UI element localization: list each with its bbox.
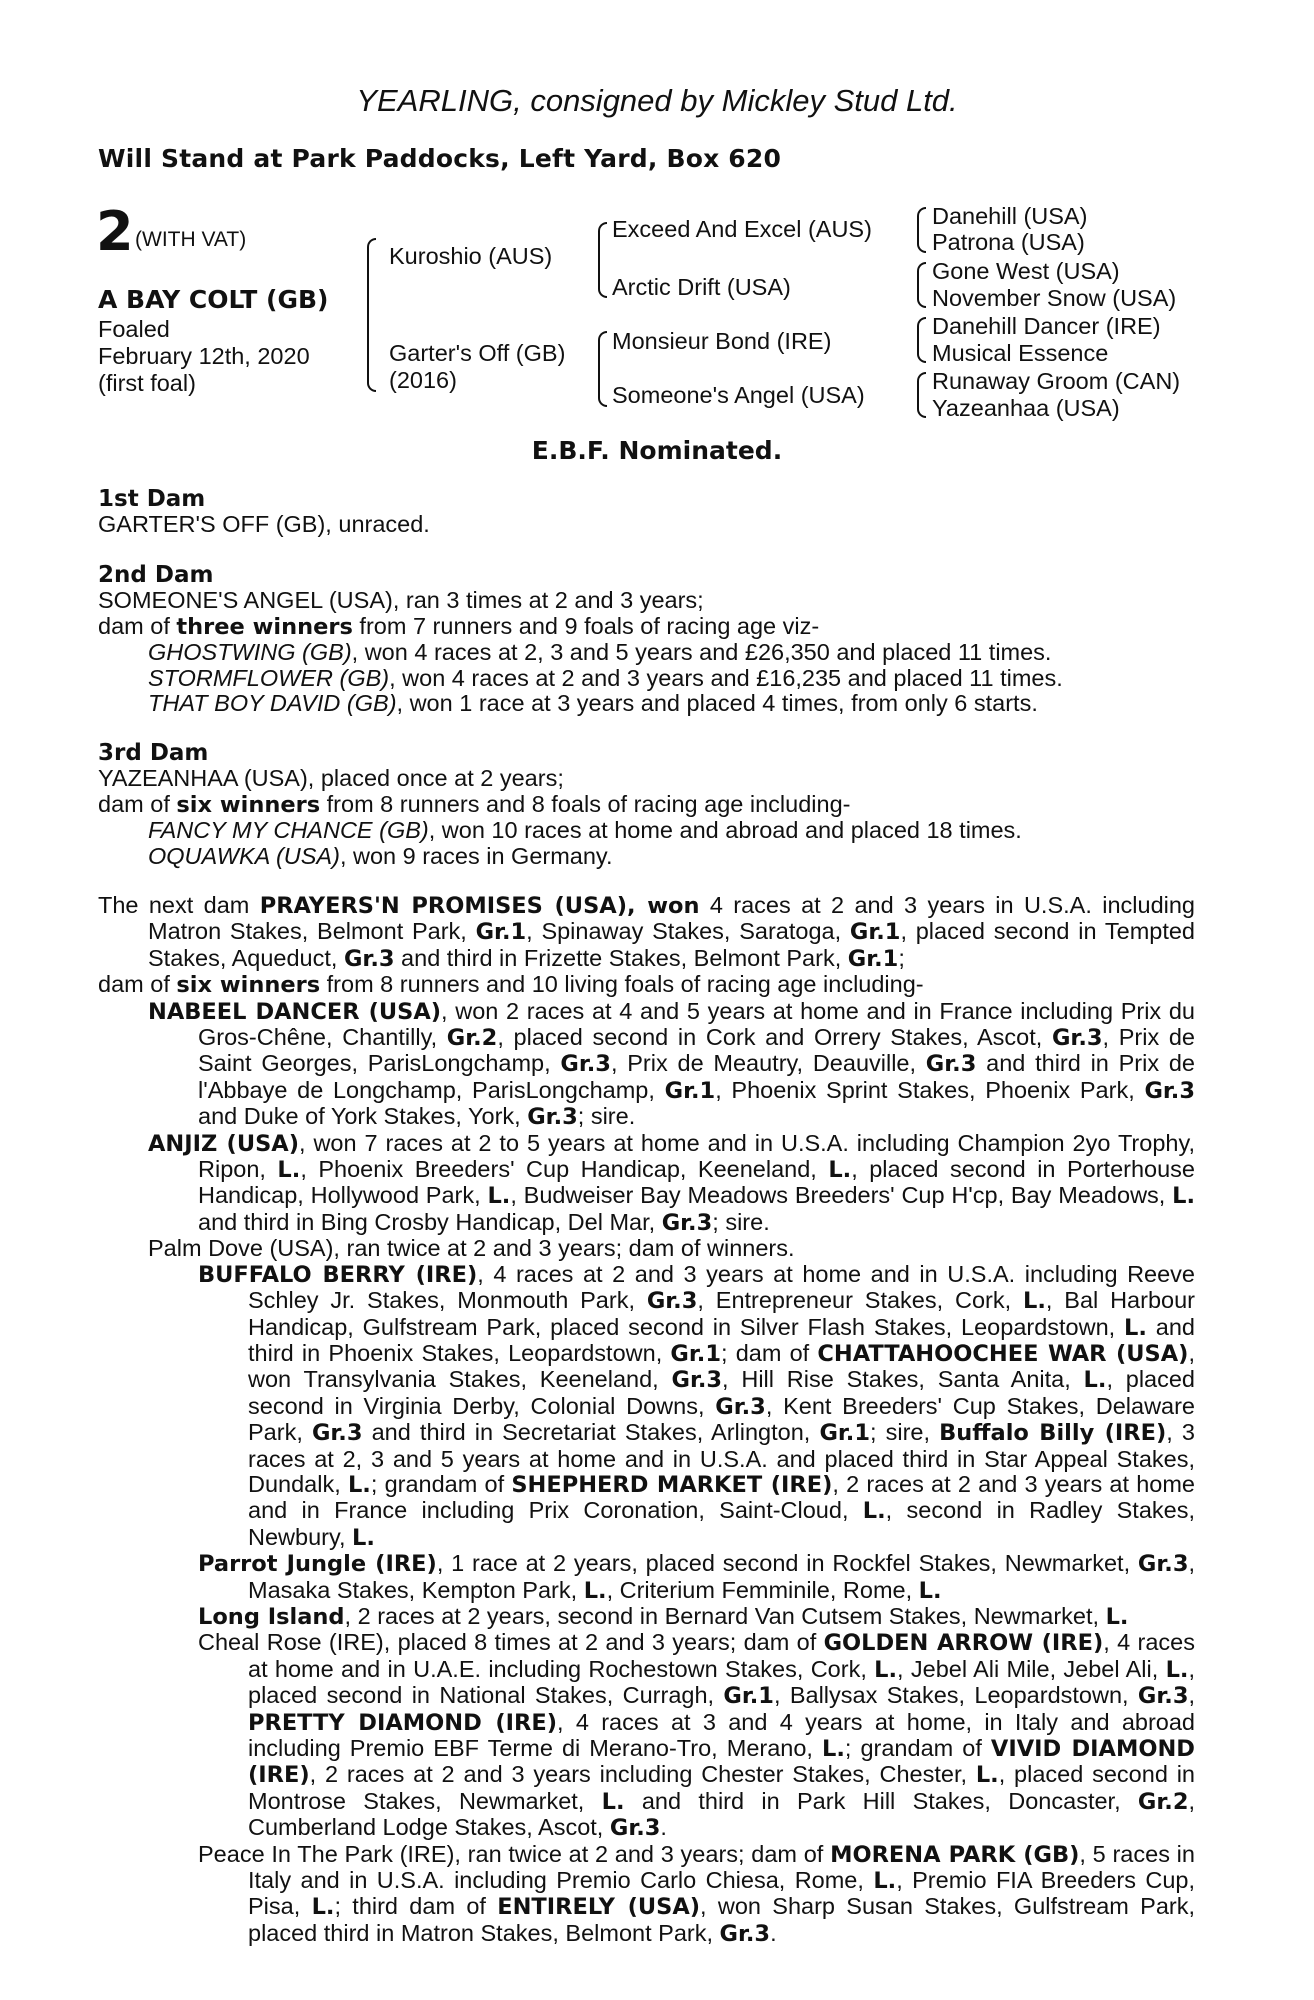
text-part: Peace In The Park (IRE), ran twice at 2 and 3 years; dam of: [198, 1840, 831, 1867]
progeny-line: [98, 844, 1198, 869]
text-part: , won: [626, 893, 700, 919]
text-part: , 3 races at 2, 3 and 5 years at home and in U.S.A. and placed third in Star Appeal Stakes, Dundalk,: [248, 1419, 1195, 1497]
grade-label: Gr.2: [1137, 1788, 1189, 1815]
text-part: The next dam: [98, 892, 260, 918]
grade-label: Gr.3: [1144, 1077, 1195, 1104]
progeny-name: GHOSTWING (GB): [148, 639, 352, 666]
text-part: , Kent Breeders' Cup Stakes, Delaware Park,: [248, 1392, 1196, 1446]
text-part: ; sire,: [870, 1419, 940, 1446]
text-part: , won Sharp Susan Stakes, Gulfstream Park, placed third in Matron Stakes, Belmont Park,: [248, 1893, 1195, 1946]
horse-name: NABEEL DANCER (USA): [148, 998, 442, 1025]
horse-description: A BAY COLT (GB): [98, 285, 329, 314]
pedigree-g3-5: Danehill Dancer (IRE): [932, 313, 1161, 339]
third-dam-section: [98, 741, 1198, 869]
progeny-record: , won 4 races at 2 and 3 years and £16,235 and placed 11 times.: [389, 664, 1063, 691]
pedigree-dam-year: (2016): [389, 367, 457, 393]
grade-label: L.: [1165, 1656, 1189, 1683]
grade-label: L.: [277, 1157, 301, 1184]
progeny-record: , won 4 races at 2, 3 and 5 years and £26,350 and placed 11 times.: [351, 639, 1052, 666]
anjiz-entry: [98, 1131, 1195, 1237]
third-dam-heading: 3rd Dam: [98, 740, 209, 766]
text-part: and third in Prix de l'Abbaye de Longchamp, ParisLongchamp,: [198, 1050, 1195, 1103]
text-part: , second in Radley Stakes, Newbury,: [248, 1497, 1195, 1550]
text-part: , Spinaway Stakes, Saratoga,: [526, 918, 850, 945]
pedigree-g3-4: November Snow (USA): [932, 285, 1177, 311]
second-dam-section: [98, 563, 1198, 716]
foaled-date: February 12th, 2020: [98, 343, 310, 369]
horse-name: MORENA PARK (GB): [830, 1841, 1080, 1868]
grade-label: Gr.2: [446, 1025, 498, 1052]
next-dam-section: [98, 893, 1195, 1947]
horse-name: GOLDEN ARROW (IRE): [823, 1630, 1104, 1657]
text-part: and third in Park Hill Stakes, Doncaster,: [624, 1787, 1138, 1814]
text-part: , 5 races in Italy and in U.S.A. including Premio Carlo Chiesa, Rome,: [248, 1840, 1195, 1894]
text-part: from 8 runners and 8 foals of racing age including-: [320, 790, 851, 817]
horse-name: SHEPHERD MARKET (IRE): [511, 1471, 833, 1498]
ebf-nominated: E.B.F. Nominated.: [531, 436, 783, 465]
grade-label: L.: [1105, 1603, 1129, 1630]
peace-in-the-park-entry: [98, 1842, 1195, 1948]
grade-label: Gr.3: [560, 1051, 611, 1078]
text-part: and third in Phoenix Stakes, Leopardstown,: [248, 1313, 1195, 1366]
palm-dove-entry: Palm Dove (USA), ran twice at 2 and 3 years; dam of winners.: [148, 1235, 795, 1262]
text-part: , Entrepreneur Stakes, Cork,: [697, 1287, 1023, 1314]
horse-name: Long Island: [198, 1603, 345, 1630]
second-dam-heading: 2nd Dam: [98, 562, 214, 588]
text-part: dam of: [98, 612, 177, 639]
progeny-line: [98, 640, 1198, 665]
text-part: dam of: [98, 971, 177, 998]
text-part: and Duke of York Stakes, York,: [198, 1103, 528, 1130]
text-part: , Criterium Femminile, Rome,: [606, 1576, 919, 1603]
grade-label: L.: [1172, 1183, 1196, 1210]
foal-note: (first foal): [98, 370, 196, 396]
third-dam-line1: YAZEANHAA (USA), placed once at 2 years;: [98, 765, 564, 792]
pedigree-dam-dam: Someone's Angel (USA): [612, 382, 865, 408]
nabeel-dancer-entry: [98, 999, 1195, 1131]
text-part: , won Transylvania Stakes, Keeneland,: [248, 1339, 1195, 1393]
grade-label: L.: [874, 1656, 898, 1683]
pedigree-g3-3: Gone West (USA): [932, 258, 1120, 284]
second-dam-line2: [98, 614, 1198, 640]
first-dam-heading: 1st Dam: [98, 486, 206, 512]
grade-label: L.: [862, 1498, 886, 1525]
grade-label: Gr.3: [311, 1420, 363, 1447]
grade-label: L.: [918, 1577, 942, 1604]
catalogue-heading: YEARLING, consigned by Mickley Stud Ltd.: [356, 83, 958, 118]
next-dam-paragraph: [98, 893, 1195, 972]
grade-label: Gr.3: [1051, 1025, 1103, 1052]
pedigree-g3-6: Musical Essence: [932, 340, 1109, 366]
text-part: , won 2 races at 4 and 5 years at home and in France including Prix du Gros-Chêne, Chantilly,: [198, 997, 1195, 1051]
text-part: , Cumberland Lodge Stakes, Ascot,: [248, 1787, 1196, 1841]
pedigree-g3-1: Danehill (USA): [932, 203, 1088, 229]
text-part: Cheal Rose (IRE), placed 8 times at 2 and 3 years; dam of: [198, 1629, 824, 1656]
grade-label: Gr.3: [671, 1367, 723, 1394]
winners-count: six winners: [176, 791, 321, 818]
pedigree-g3-2: Patrona (USA): [932, 229, 1085, 255]
text-part: , placed second in Cork and Orrery Stakes, Ascot,: [497, 1024, 1052, 1051]
text-part: , Masaka Stakes, Kempton Park,: [248, 1550, 1196, 1603]
text-part: ,: [1188, 1682, 1196, 1709]
pedigree-brace-sire: [598, 222, 607, 298]
text-part: from 7 runners and 9 foals of racing age viz-: [352, 612, 820, 639]
pedigree-brace-g3-3: [917, 317, 926, 363]
text-part: , 2 races at 2 years, second in Bernard Van Cutsem Stakes, Newmarket,: [344, 1602, 1106, 1629]
text-part: and third in Bing Crosby Handicap, Del Mar,: [198, 1208, 662, 1235]
horse-name: Parrot Jungle (IRE): [198, 1551, 437, 1578]
horse-name: PRETTY DIAMOND (IRE): [248, 1709, 558, 1736]
pedigree-brace-dam: [598, 331, 607, 407]
grade-label: Gr.3: [343, 945, 395, 972]
pedigree-sire: Kuroshio (AUS): [389, 243, 553, 269]
text-part: , 2 races at 2 and 3 years including Chester Stakes, Chester,: [309, 1761, 976, 1788]
grade-label: Gr.3: [646, 1288, 698, 1315]
grade-label: Gr.1: [849, 919, 901, 946]
progeny-name: THAT BOY DAVID (GB): [148, 690, 397, 717]
grade-label: Gr.1: [475, 919, 527, 946]
text-part: , Phoenix Sprint Stakes, Phoenix Park,: [715, 1076, 1145, 1103]
text-part: ; grandam of: [370, 1470, 512, 1497]
text-part: ; dam of: [720, 1339, 818, 1366]
text-part: from 8 runners and 10 living foals of racing age including-: [320, 971, 924, 998]
grade-label: Gr.3: [527, 1104, 578, 1131]
grade-label: Gr.1: [723, 1683, 774, 1710]
lot-number: 2: [96, 200, 134, 263]
horse-name: CHATTAHOOCHEE WAR (USA): [817, 1340, 1189, 1367]
progeny-line: [98, 691, 1198, 716]
pedigree-dam-sire: Monsieur Bond (IRE): [612, 328, 832, 354]
grade-label: Gr.1: [664, 1077, 716, 1104]
pedigree-brace-g3-2: [917, 262, 926, 308]
text-part: ; grandam of: [844, 1735, 991, 1761]
horse-name: BUFFALO BERRY (IRE): [198, 1261, 478, 1288]
pedigree-brace-gen1: [367, 238, 376, 392]
grade-label: Gr.3: [1137, 1683, 1189, 1710]
grade-label: Gr.3: [925, 1051, 977, 1078]
text-part: 4 races at 2 and 3 years in U.S.A. including Matron Stakes, Belmont Park,: [148, 892, 1195, 945]
progeny-name: OQUAWKA (USA): [148, 842, 340, 869]
text-part: , placed second in Montrose Stakes, Newmarket,: [248, 1761, 1195, 1814]
grade-label: Gr.3: [1137, 1551, 1189, 1578]
pedigree-sire-sire: Exceed And Excel (AUS): [612, 216, 872, 242]
text-part: and third in Frizette Stakes, Belmont Park,: [394, 944, 848, 971]
cheal-rose-entry: [98, 1630, 1195, 1841]
grade-label: L.: [975, 1762, 999, 1789]
horse-name: VIVID DIAMOND (IRE): [248, 1736, 1195, 1789]
grade-label: L.: [873, 1868, 897, 1895]
progeny-name: FANCY MY CHANCE (GB): [148, 817, 429, 844]
text-part: , 4 races at home and in U.A.E. including Rochestown Stakes, Cork,: [248, 1629, 1195, 1682]
grade-label: L.: [1023, 1288, 1046, 1315]
text-part: , 4 races at 3 and 4 years at home, in Italy and abroad including Premio EBF Terme di Merano-Tro, Merano,: [248, 1708, 1195, 1761]
grade-label: L.: [1124, 1314, 1147, 1341]
winners-count: three winners: [176, 613, 353, 640]
text-part: ;: [898, 944, 905, 971]
text-part: and third in Secretariat Stakes, Arlington,: [362, 1419, 820, 1446]
horse-name: Buffalo Billy (IRE): [939, 1420, 1167, 1447]
text-part: ; sire.: [712, 1208, 770, 1235]
progeny-record: , won 10 races at home and abroad and placed 18 times.: [428, 817, 1022, 844]
third-dam-line2: [98, 792, 1198, 818]
next-dam-produce-line: [98, 972, 1195, 998]
grade-label: L.: [347, 1471, 371, 1498]
long-island-entry: [98, 1604, 1195, 1630]
text-part: , Phoenix Breeders' Cup Handicap, Keeneland,: [300, 1156, 829, 1183]
pedigree-dam: Garter's Off (GB): [389, 340, 566, 366]
horse-name: ANJIZ (USA): [148, 1130, 299, 1157]
next-dam-name: PRAYERS'N PROMISES (USA): [259, 893, 627, 919]
grade-label: L.: [352, 1524, 375, 1551]
text-part: .: [770, 1919, 777, 1946]
grade-label: L.: [822, 1736, 845, 1762]
progeny-name: STORMFLOWER (GB): [148, 664, 390, 691]
progeny-line: [98, 818, 1198, 843]
grade-label: Gr.3: [715, 1393, 766, 1420]
text-part: , placed second in Virginia Derby, Colonial Downs,: [248, 1366, 1196, 1419]
text-part: ; third dam of: [334, 1893, 498, 1920]
text-part: , Bal Harbour Handicap, Gulfstream Park, placed second in Silver Flash Stakes, Leopardstown,: [248, 1287, 1195, 1340]
progeny-record: , won 9 races in Germany.: [339, 842, 613, 869]
grade-label: L.: [311, 1894, 335, 1921]
text-part: , Jebel Ali Mile, Jebel Ali,: [897, 1655, 1166, 1682]
text-part: , Premio FIA Breeders Cup, Pisa,: [248, 1867, 1196, 1920]
parrot-jungle-entry: [98, 1551, 1195, 1604]
text-part: , Ballysax Stakes, Leopardstown,: [773, 1682, 1138, 1709]
text-part: dam of: [98, 790, 177, 817]
grade-label: Gr.1: [670, 1340, 721, 1367]
text-part: , 2 races at 2 and 3 years at home and in France including Prix Coronation, Saint-Cloud,: [248, 1470, 1196, 1524]
buffalo-berry-entry: [98, 1262, 1195, 1551]
first-dam-section: [98, 487, 1198, 538]
text-part: , placed second in Tempted Stakes, Aqueduct,: [148, 918, 1196, 971]
pedigree-brace-g3-4: [917, 372, 926, 418]
grade-label: L.: [601, 1788, 625, 1815]
pedigree-g3-8: Yazeanhaa (USA): [932, 395, 1120, 421]
text-part: , Budweiser Bay Meadows Breeders' Cup H'cp, Bay Meadows,: [510, 1182, 1173, 1209]
text-part: , 1 race at 2 years, placed second in Rockfel Stakes, Newmarket,: [436, 1550, 1138, 1577]
horse-name: ENTIRELY (USA): [497, 1894, 701, 1921]
grade-label: L.: [487, 1183, 511, 1210]
pedigree-sire-dam: Arctic Drift (USA): [612, 274, 791, 300]
text-part: , placed second in National Stakes, Curragh,: [248, 1655, 1195, 1709]
stand-location: Will Stand at Park Paddocks, Left Yard, Box 620: [98, 144, 782, 173]
pedigree-brace-g3-1: [917, 207, 926, 253]
grade-label: Gr.3: [661, 1209, 713, 1236]
progeny-line: [98, 666, 1198, 691]
text-part: , won 7 races at 2 to 5 years at home and in U.S.A. including Champion 2yo Trophy, Ripon,: [198, 1129, 1195, 1183]
text-part: .: [660, 1814, 667, 1841]
text-part: , Hill Rise Stakes, Santa Anita,: [722, 1366, 1084, 1393]
first-dam-text: GARTER'S OFF (GB), unraced.: [98, 511, 430, 538]
grade-label: L.: [583, 1577, 607, 1604]
text-part: , 4 races at 2 and 3 years at home and in U.S.A. including Reeve Schley Jr. Stakes, Monmouth Park,: [248, 1260, 1195, 1314]
second-dam-line1: SOMEONE'S ANGEL (USA), ran 3 times at 2 and 3 years;: [98, 587, 704, 614]
pedigree-g3-7: Runaway Groom (CAN): [932, 368, 1181, 394]
text-part: , Prix de Meautry, Deauville,: [610, 1050, 926, 1077]
grade-label: Gr.3: [719, 1920, 771, 1947]
progeny-record: , won 1 race at 3 years and placed 4 times, from only 6 starts.: [396, 690, 1038, 717]
vat-note: (WITH VAT): [135, 228, 247, 251]
foaled-label: Foaled: [98, 316, 170, 342]
text-part: , Prix de Saint Georges, ParisLongchamp,: [198, 1024, 1196, 1077]
winners-count: six winners: [176, 972, 321, 999]
text-part: , placed second in Porterhouse Handicap, Hollywood Park,: [198, 1156, 1195, 1209]
grade-label: L.: [828, 1157, 852, 1184]
grade-label: L.: [1083, 1367, 1107, 1394]
grade-label: Gr.1: [847, 945, 899, 972]
grade-label: Gr.3: [609, 1815, 661, 1842]
text-part: ; sire.: [577, 1103, 636, 1130]
grade-label: Gr.1: [819, 1420, 870, 1447]
